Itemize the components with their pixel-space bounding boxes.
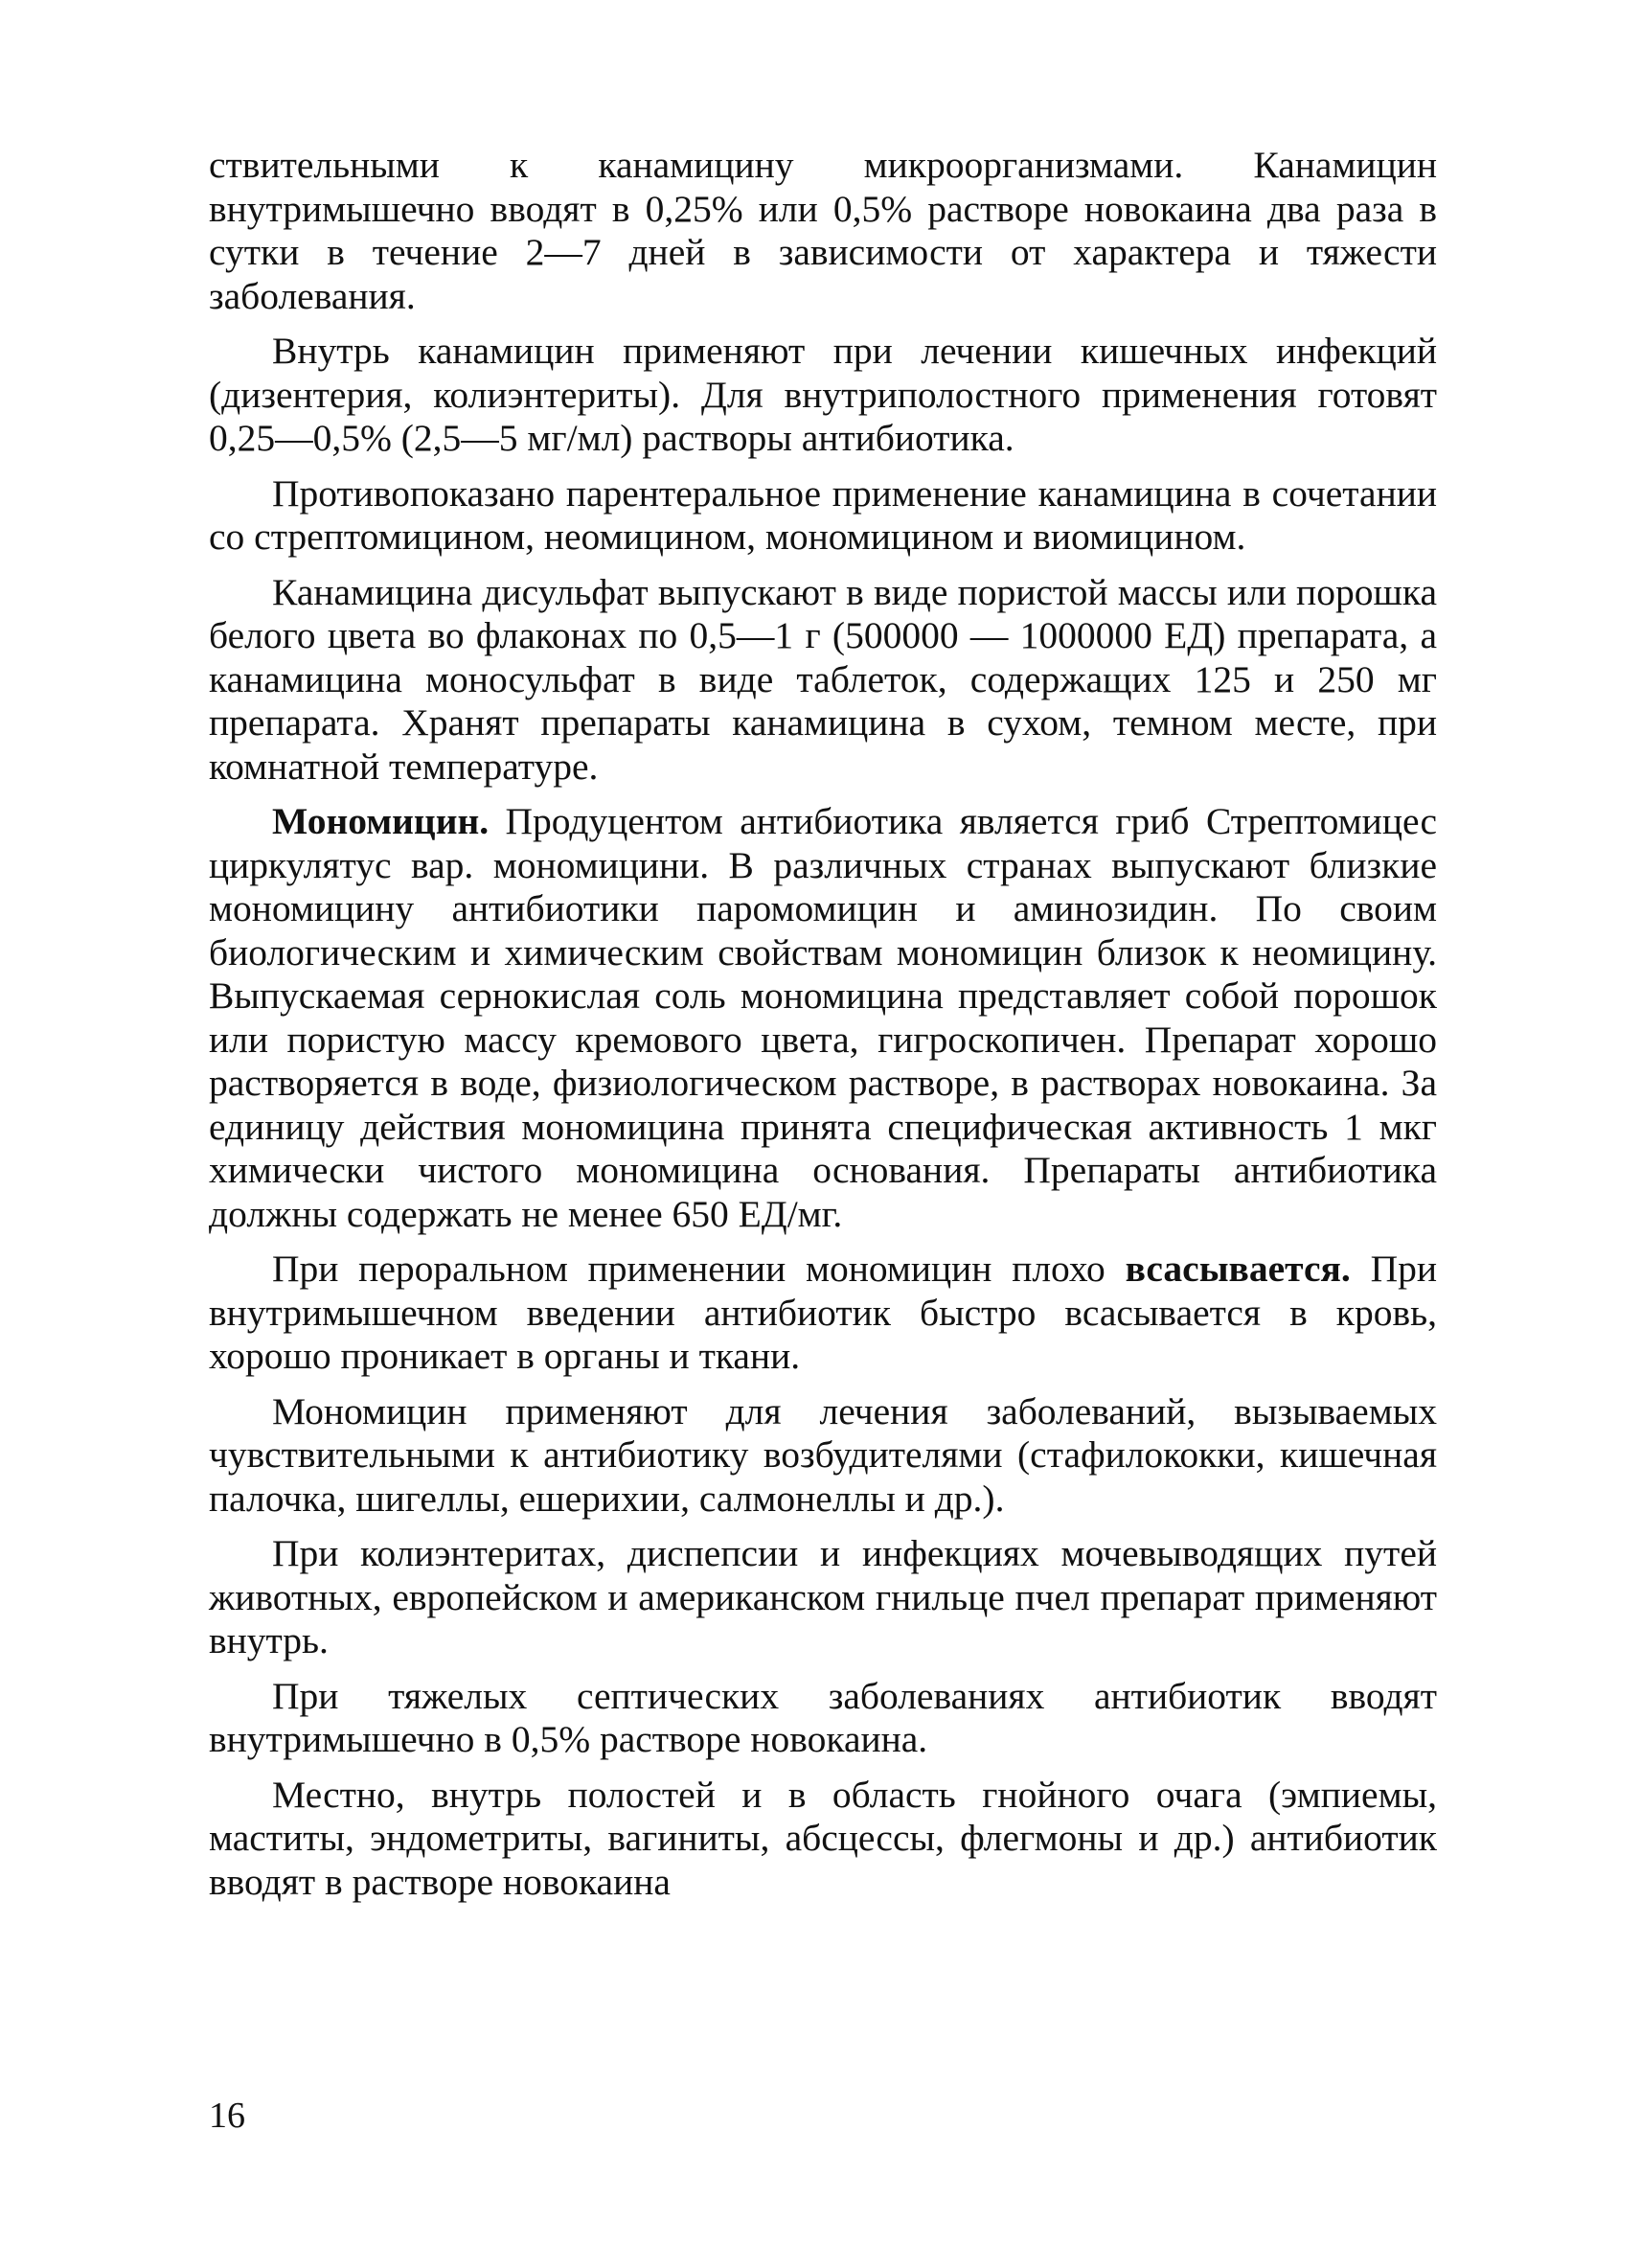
paragraph-monomycin-indications: Мономицин применяют для лечения заболеваний, вызываемых чувствительными к антибиотику возбудителями (стафилококки, кишечная палочка, шигеллы, ешерихии, салмонеллы и др.). bbox=[209, 1389, 1437, 1520]
absorption-bold-word: всасывается. bbox=[1125, 1248, 1351, 1290]
paragraph-monomycin-absorption bbox=[209, 1248, 1437, 1379]
monomycin-description: Продуцентом антибиотика является гриб Стрептомицес циркулятус вар. мономицини. В различных странах выпускают близкие мономицину антибиотики паромомицин и аминозидин. По своим биологическим и химическим свойствам мономицин близок к неомицину. Выпускаемая сернокислая соль мономицина представляет собой порошок или пористую массу кремового цвета, гигроскопичен. Препарат хорошо растворяется в воде, физиологическом растворе, в растворах новокаина. За единицу действия мономицина принята специфическая активность 1 мкг химически чистого мономицина основания. Препараты антибиотика должны содержать не менее 650 ЕД/мг. bbox=[209, 800, 1437, 1235]
body-text bbox=[209, 144, 1437, 1904]
paragraph-kanamycin-oral: Внутрь канамицин применяют при лечении кишечных инфекций (дизентерия, колиэнтериты). Для внутриполостного применения готовят 0,25—0,5% (2,5—5 мг/мл) растворы антибиотика. bbox=[209, 330, 1437, 459]
monomycin-heading: Мономицин. bbox=[272, 800, 490, 842]
paragraph-monomycin-intro bbox=[209, 800, 1437, 1236]
page-number: 16 bbox=[209, 2096, 245, 2136]
paragraph-kanamycin-forms: Канамицина дисульфат выпускают в виде пористой массы или порошка белого цвета во флаконах по 0,5—1 г (500000 — 1000000 ЕД) препарата, а канамицина моносульфат в виде таблеток, содержащих 125 и 250 мг препарата. Хранят препараты канамицина в сухом, темном месте, при комнатной температуре. bbox=[209, 570, 1437, 788]
paragraph-monomycin-septic: При тяжелых септических заболеваниях антибиотик вводят внутримышечно в 0,5% растворе новокаина. bbox=[209, 1674, 1437, 1760]
paragraph-monomycin-local: Местно, внутрь полостей и в область гнойного очага (эмпиемы, маститы, эндометриты, вагиниты, абсцессы, флегмоны и др.) антибиотик вводят в растворе новокаина bbox=[209, 1773, 1437, 1903]
absorption-text-end: При внутримышечном введении антибиотик быстро всасывается в кровь, хорошо проникает в органы и ткани. bbox=[209, 1248, 1437, 1377]
paragraph-kanamycin-dosage: ствительными к канамицину микроорганизмами. Канамицин внутримышечно вводят в 0,25% или 0,5% растворе новокаина два раза в сутки в течение 2—7 дней в зависимости от характера и тяжести заболевания. bbox=[209, 144, 1437, 317]
paragraph-kanamycin-contraindication: Противопоказано парентеральное применение канамицина в сочетании со стрептомицином, неомицином, мономицином и виомицином. bbox=[209, 471, 1437, 558]
paragraph-monomycin-oral-use: При колиэнтеритах, диспепсии и инфекциях мочевыводящих путей животных, европейском и американском гнильце пчел препарат применяют внутрь. bbox=[209, 1532, 1437, 1661]
absorption-text-start: При пероральном применении мономицин плохо bbox=[272, 1248, 1126, 1290]
